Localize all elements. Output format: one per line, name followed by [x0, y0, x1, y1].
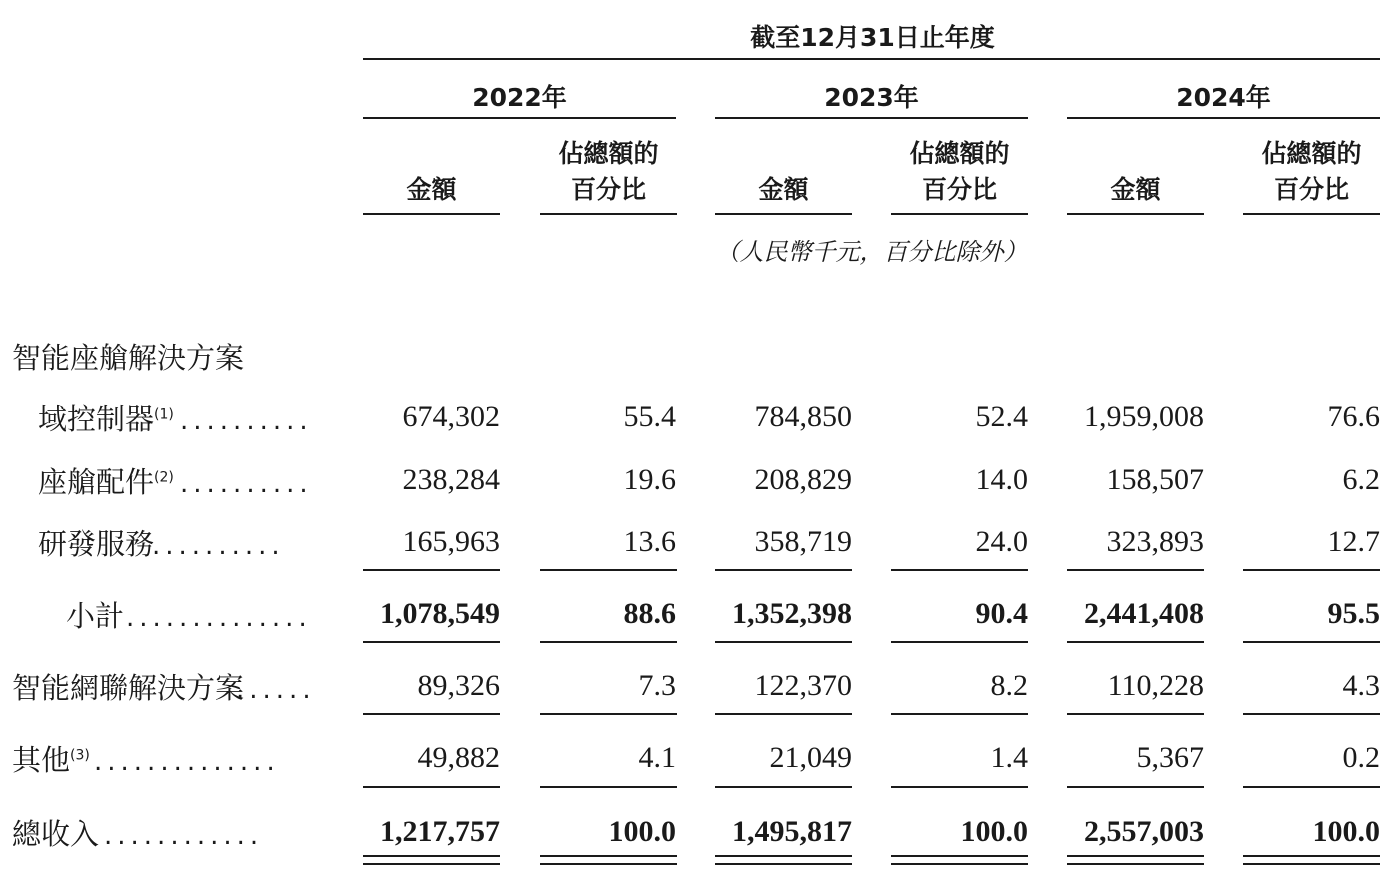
row-label-text: 域控制器 [38, 402, 155, 436]
col-pct-line2: 百分比 [1273, 175, 1349, 204]
total-double-rule [363, 855, 500, 865]
subtotal-label: 小計 [66, 599, 125, 633]
leader-dots: .......... [180, 469, 313, 499]
row-label [38, 522, 154, 563]
col-pct-line1: 佔總額的 [909, 139, 1010, 168]
leader-dots: .............. [94, 747, 280, 777]
row-rule [1067, 786, 1204, 788]
leader-dots: .......... [152, 531, 285, 561]
leader-dots: .......... [180, 406, 313, 436]
subtotal-pct-2023: 90.4 [975, 597, 1028, 630]
subtotal-pct-2022: 88.6 [623, 597, 676, 630]
subtotal-top-rule [1067, 569, 1204, 571]
value-pct-2023: 8.2 [990, 669, 1028, 702]
subtotal-bottom-rule [715, 641, 852, 643]
row-rule [891, 786, 1028, 788]
leader-dots: ...... [236, 675, 316, 705]
col-amount-2024: 金額 [1110, 175, 1161, 204]
row-label: 智能網聯解決方案 [12, 671, 245, 705]
footnote-ref: (2) [154, 469, 174, 486]
col-amount-2023: 金額 [758, 175, 809, 204]
row-label-text: 研發服務 [38, 527, 155, 561]
row-label-text: 其他 [12, 743, 71, 777]
col-pct-line1: 佔總額的 [1261, 139, 1362, 168]
col-pct-2022 [540, 136, 677, 208]
leader-dots: ............ [104, 821, 264, 851]
col-amount-2022: 金額 [406, 175, 457, 204]
year-2023-header: 2023年 [824, 83, 919, 112]
row-label [12, 738, 90, 779]
value-pct-2024: 12.7 [1327, 525, 1380, 558]
value-amount-2022: 89,326 [417, 669, 500, 702]
row-rule [715, 786, 852, 788]
total-label: 總收入 [12, 817, 100, 851]
value-pct-2022: 7.3 [638, 669, 676, 702]
value-pct-2022: 4.1 [638, 741, 676, 774]
value-pct-2023: 14.0 [975, 463, 1028, 496]
value-amount-2022: 238,284 [402, 463, 500, 496]
value-amount-2023: 122,370 [754, 669, 852, 702]
row-rule [1243, 786, 1380, 788]
total-amount-2023: 1,495,817 [732, 815, 852, 848]
row-rule [715, 713, 852, 715]
value-amount-2023: 784,850 [754, 400, 852, 433]
row-rule [540, 786, 677, 788]
subtotal-amount-2023: 1,352,398 [732, 597, 852, 630]
row-rule [1067, 713, 1204, 715]
period-title: 截至12月31日止年度 [750, 23, 995, 52]
value-amount-2024: 323,893 [1106, 525, 1204, 558]
value-pct-2024: 76.6 [1327, 400, 1380, 433]
col-rule [891, 213, 1028, 215]
footnote-ref: (3) [70, 747, 90, 764]
value-pct-2022: 55.4 [623, 400, 676, 433]
value-pct-2023: 24.0 [975, 525, 1028, 558]
year-2024-rule [1067, 117, 1380, 119]
col-rule [363, 213, 500, 215]
col-pct-line2: 百分比 [570, 175, 646, 204]
col-pct-line2: 百分比 [921, 175, 997, 204]
year-2022-rule [363, 117, 676, 119]
value-amount-2024: 1,959,008 [1084, 400, 1204, 433]
subtotal-top-rule [540, 569, 677, 571]
row-label-text: 座艙配件 [38, 465, 155, 499]
section-title-smart-cockpit: 智能座艙解決方案 [12, 341, 245, 375]
row-rule [540, 713, 677, 715]
total-double-rule [540, 855, 677, 865]
year-2024-header: 2024年 [1176, 83, 1271, 112]
total-double-rule [1067, 855, 1204, 865]
value-pct-2023: 1.4 [990, 741, 1028, 774]
total-double-rule [891, 855, 1028, 865]
value-amount-2023: 21,049 [769, 741, 852, 774]
subtotal-bottom-rule [1067, 641, 1204, 643]
subtotal-amount-2024: 2,441,408 [1084, 597, 1204, 630]
total-double-rule [715, 855, 852, 865]
subtotal-bottom-rule [891, 641, 1028, 643]
year-2023-rule [715, 117, 1028, 119]
subtotal-top-rule [1243, 569, 1380, 571]
value-amount-2024: 158,507 [1106, 463, 1204, 496]
value-amount-2024: 5,367 [1136, 741, 1204, 774]
subtotal-amount-2022: 1,078,549 [380, 597, 500, 630]
period-title-rule [363, 58, 1380, 60]
total-double-rule [1243, 855, 1380, 865]
value-pct-2023: 52.4 [975, 400, 1028, 433]
subtotal-pct-2024: 95.5 [1327, 597, 1380, 630]
year-2022-header: 2022年 [472, 83, 567, 112]
value-pct-2024: 6.2 [1342, 463, 1380, 496]
total-amount-2022: 1,217,757 [380, 815, 500, 848]
total-pct-2023: 100.0 [960, 815, 1028, 848]
value-pct-2022: 13.6 [623, 525, 676, 558]
subtotal-bottom-rule [540, 641, 677, 643]
total-amount-2024: 2,557,003 [1084, 815, 1204, 848]
subtotal-top-rule [891, 569, 1028, 571]
value-pct-2024: 4.3 [1342, 669, 1380, 702]
subtotal-bottom-rule [1243, 641, 1380, 643]
value-amount-2023: 358,719 [754, 525, 852, 558]
footnote-ref: (1) [154, 406, 174, 423]
col-rule [1243, 213, 1380, 215]
leader-dots: .............. [126, 603, 312, 633]
value-amount-2024: 110,228 [1107, 669, 1204, 702]
subtotal-bottom-rule [363, 641, 500, 643]
subtotal-top-rule [715, 569, 852, 571]
unit-note: （人民幣千元，百分比除外） [715, 238, 1028, 266]
col-pct-2024 [1243, 136, 1380, 208]
row-label [38, 397, 174, 438]
col-rule [540, 213, 677, 215]
col-pct-2023 [891, 136, 1028, 208]
value-amount-2022: 674,302 [402, 400, 500, 433]
col-rule [1067, 213, 1204, 215]
row-rule [891, 713, 1028, 715]
col-pct-line1: 佔總額的 [558, 139, 659, 168]
subtotal-top-rule [363, 569, 500, 571]
value-amount-2022: 49,882 [417, 741, 500, 774]
value-pct-2024: 0.2 [1342, 741, 1380, 774]
row-label [38, 460, 174, 501]
row-rule [363, 786, 500, 788]
value-pct-2022: 19.6 [623, 463, 676, 496]
total-pct-2022: 100.0 [608, 815, 676, 848]
row-rule [1243, 713, 1380, 715]
value-amount-2023: 208,829 [754, 463, 852, 496]
value-amount-2022: 165,963 [402, 525, 500, 558]
total-pct-2024: 100.0 [1312, 815, 1380, 848]
row-rule [363, 713, 500, 715]
col-rule [715, 213, 852, 215]
